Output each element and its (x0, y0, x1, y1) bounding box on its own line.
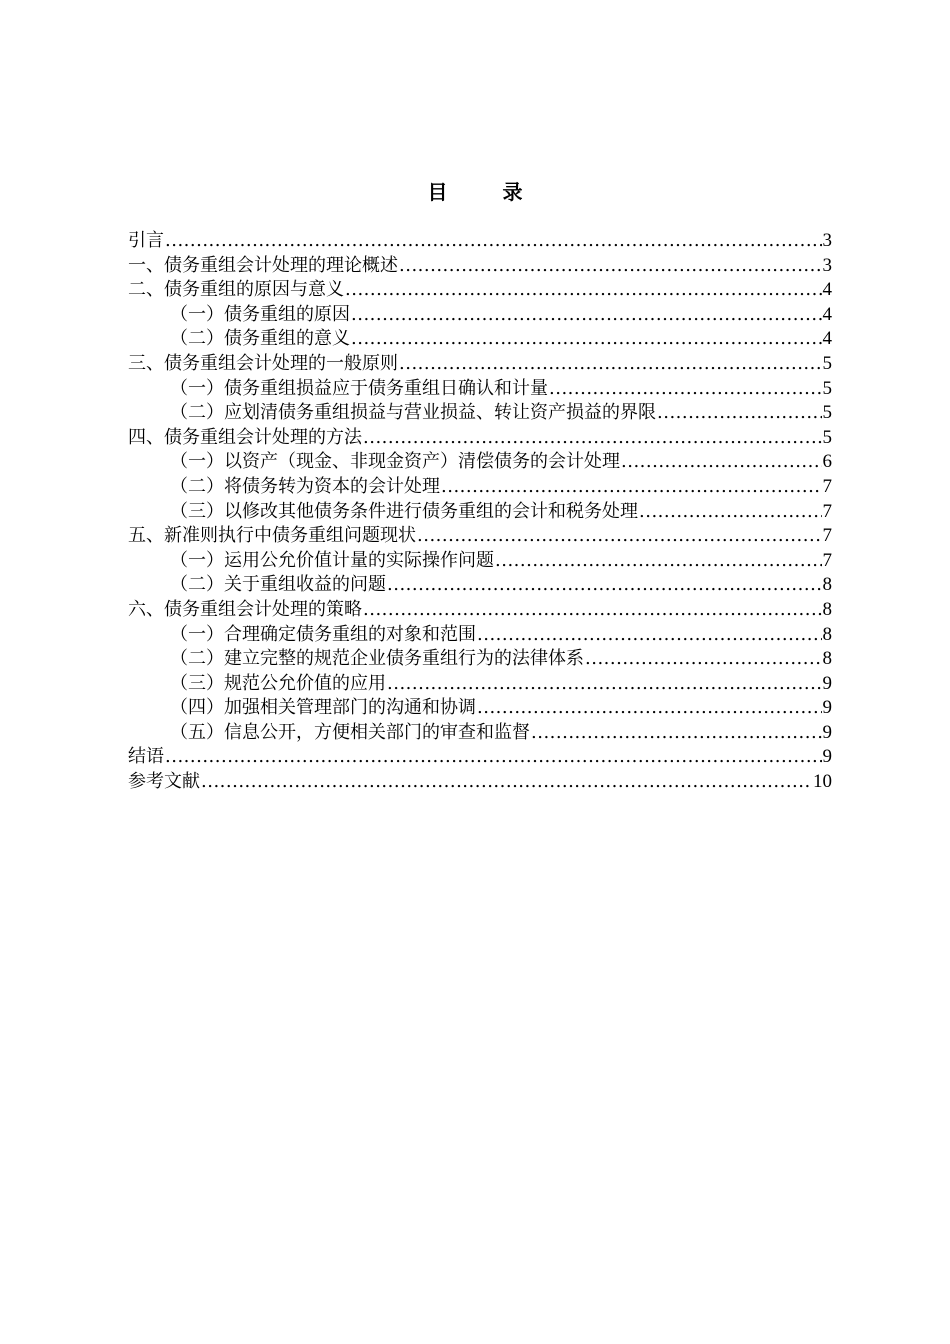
toc-entry-title: （一）合理确定债务重组的对象和范围 (170, 623, 476, 645)
toc-page-number: 8 (822, 648, 832, 670)
toc-entry-title: 结语 (128, 746, 164, 768)
toc-page-number: 5 (822, 352, 832, 374)
toc-page-number: 4 (822, 303, 832, 325)
toc-entry-title: （一）以资产（现金、非现金资产）清偿债务的会计处理 (170, 451, 620, 473)
toc-dot-leader (351, 303, 822, 328)
toc-entry-title: （二）应划清债务重组损益与营业损益、转让资产损益的界限 (170, 402, 656, 424)
toc-page-number: 7 (822, 549, 832, 571)
toc-page-number: 3 (822, 254, 832, 276)
toc-page-number: 8 (822, 574, 832, 596)
toc-page-number: 8 (822, 598, 832, 620)
toc-entry-title: 三、债务重组会计处理的一般原则 (128, 352, 398, 374)
toc-dot-leader (399, 254, 822, 279)
toc-entry-title: （四）加强相关管理部门的沟通和协调 (170, 697, 476, 719)
toc-page-number: 9 (822, 672, 832, 694)
toc-entry-chapter[interactable] (128, 598, 832, 623)
toc-dot-leader (441, 475, 822, 500)
toc-page-number: 9 (822, 697, 832, 719)
toc-entry-chapter[interactable] (128, 770, 832, 795)
toc-entry-title: （五）信息公开，方便相关部门的审查和监督 (170, 721, 530, 743)
toc-title: 目 录 (427, 180, 547, 204)
toc-entry-section[interactable] (128, 647, 832, 672)
toc-dot-leader (639, 500, 822, 525)
toc-entry-section[interactable] (128, 623, 832, 648)
toc-entry-title: 二、债务重组的原因与意义 (128, 279, 344, 301)
toc-entry-chapter[interactable] (128, 524, 832, 549)
toc-entry-section[interactable] (128, 303, 832, 328)
toc-entry-title: （一）债务重组的原因 (170, 303, 350, 325)
toc-dot-leader (657, 401, 822, 426)
toc-entry-title: 五、新准则执行中债务重组问题现状 (128, 525, 416, 547)
toc-dot-leader (165, 745, 822, 770)
toc-entry-chapter[interactable] (128, 278, 832, 303)
toc-dot-leader (165, 229, 822, 254)
toc-entry-section[interactable] (128, 475, 832, 500)
toc-page-number: 8 (822, 623, 832, 645)
toc-dot-leader (585, 647, 822, 672)
toc-entry-chapter[interactable] (128, 229, 832, 254)
toc-page-number: 7 (822, 475, 832, 497)
toc-dot-leader (387, 672, 822, 697)
toc-dot-leader (399, 352, 822, 377)
toc-dot-leader (345, 278, 822, 303)
toc-entry-title: （三）规范公允价值的应用 (170, 672, 386, 694)
toc-entry-section[interactable] (128, 721, 832, 746)
toc-page-number: 5 (822, 377, 832, 399)
toc-entry-section[interactable] (128, 500, 832, 525)
toc-entry-title: （一）债务重组损益应于债务重组日确认和计量 (170, 377, 548, 399)
toc-dot-leader (549, 377, 822, 402)
toc-entry-title: （二）关于重组收益的问题 (170, 574, 386, 596)
toc-entry-title: （二）建立完整的规范企业债务重组行为的法律体系 (170, 648, 584, 670)
toc-entry-title: 四、债务重组会计处理的方法 (128, 426, 362, 448)
toc-entry-section[interactable] (128, 450, 832, 475)
toc-dot-leader (201, 770, 812, 795)
toc-dot-leader (351, 327, 822, 352)
toc-page-number: 5 (822, 426, 832, 448)
toc-page-number: 7 (822, 525, 832, 547)
toc-entry-section[interactable] (128, 327, 832, 352)
toc-page-number: 5 (822, 402, 832, 424)
toc-dot-leader (477, 623, 822, 648)
toc-dot-leader (621, 450, 822, 475)
toc-page-number: 4 (822, 328, 832, 350)
table-of-contents (128, 229, 832, 795)
toc-entry-title: （二）将债务转为资本的会计处理 (170, 475, 440, 497)
toc-entry-section[interactable] (128, 401, 832, 426)
toc-entry-section[interactable] (128, 573, 832, 598)
toc-entry-section[interactable] (128, 549, 832, 574)
toc-page-number: 10 (813, 771, 832, 793)
toc-entry-title: 引言 (128, 230, 164, 251)
toc-entry-title: （二）债务重组的意义 (170, 328, 350, 350)
toc-dot-leader (417, 524, 822, 549)
toc-page-number: 9 (822, 746, 832, 768)
toc-entry-title: 六、债务重组会计处理的策略 (128, 598, 362, 620)
toc-page-number: 9 (822, 721, 832, 743)
toc-entry-chapter[interactable] (128, 426, 832, 451)
toc-page-number: 6 (822, 451, 832, 473)
toc-entry-chapter[interactable] (128, 254, 832, 279)
toc-page-number: 4 (822, 279, 832, 301)
toc-entry-section[interactable] (128, 696, 832, 721)
toc-dot-leader (363, 598, 822, 623)
toc-entry-title: 一、债务重组会计处理的理论概述 (128, 254, 398, 276)
toc-dot-leader (477, 696, 822, 721)
toc-entry-chapter[interactable] (128, 745, 832, 770)
toc-entry-title: （一）运用公允价值计量的实际操作问题 (170, 549, 494, 571)
toc-dot-leader (387, 573, 822, 598)
toc-entry-title: （三）以修改其他债务条件进行债务重组的会计和税务处理 (170, 500, 638, 522)
toc-page-number: 7 (822, 500, 832, 522)
toc-dot-leader (363, 426, 822, 451)
toc-page-number: 3 (822, 230, 832, 251)
toc-dot-leader (495, 549, 822, 574)
toc-dot-leader (531, 721, 822, 746)
toc-entry-section[interactable] (128, 672, 832, 697)
toc-entry-section[interactable] (128, 377, 832, 402)
toc-entry-title: 参考文献 (128, 771, 200, 793)
toc-entry-chapter[interactable] (128, 352, 832, 377)
